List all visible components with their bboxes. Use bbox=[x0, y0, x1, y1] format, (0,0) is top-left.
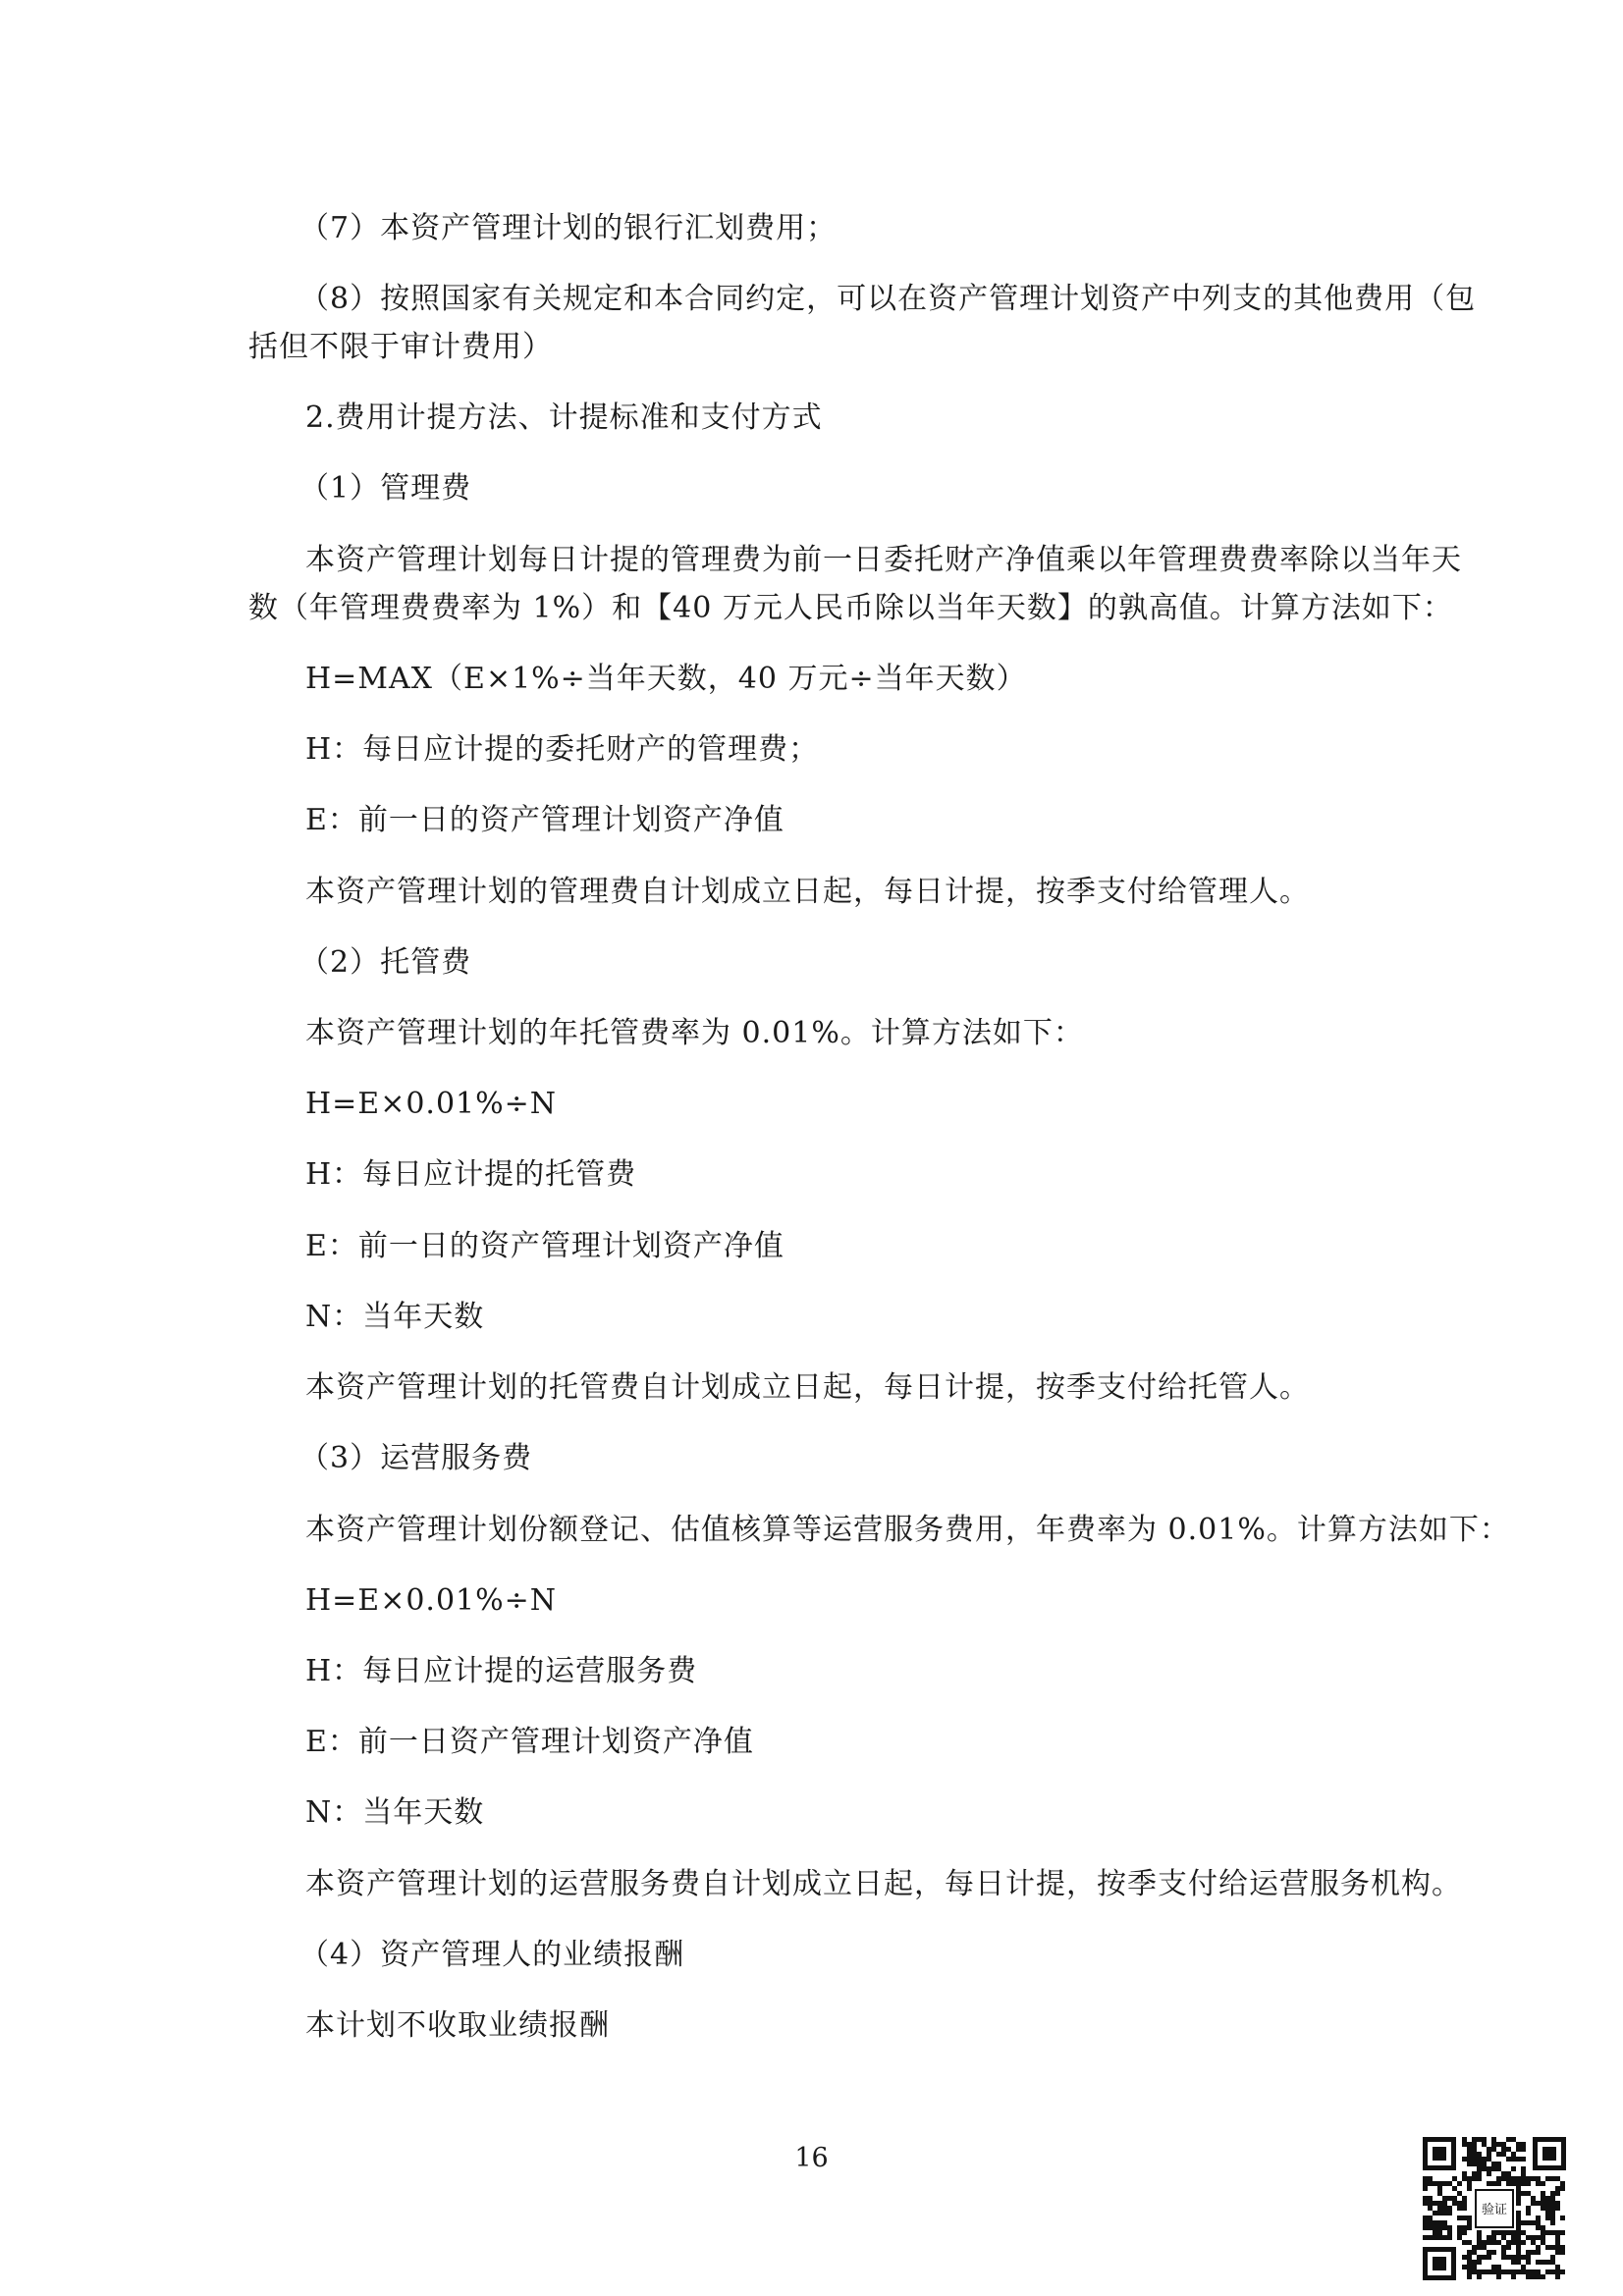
paragraph-line: 本资产管理计划每日计提的管理费为前一日委托财产净值乘以年管理费费率除以当年天 bbox=[305, 543, 1462, 577]
definition-h: H：每日应计提的委托财产的管理费； bbox=[305, 732, 820, 767]
definition-h: H：每日应计提的托管费 bbox=[305, 1157, 637, 1192]
item-8: （8）按照国家有关规定和本合同约定，可以在资产管理计划资产中列支的其他费用（包 bbox=[299, 282, 1477, 316]
paragraph-line: 本资产管理计划的托管费自计划成立日起，每日计提，按季支付给托管人。 bbox=[305, 1370, 1310, 1405]
formula-management-fee: H=MAX（E×1%÷当年天数，40 万元÷当年天数） bbox=[305, 662, 1027, 696]
subheading-performance-fee: （4）资产管理人的业绩报酬 bbox=[299, 1938, 685, 1972]
paragraph-line: 本资产管理计划的运营服务费自计划成立日起，每日计提，按季支付给运营服务机构。 bbox=[305, 1867, 1462, 1901]
formula-service-fee: H=E×0.01%÷N bbox=[305, 1583, 558, 1618]
definition-n: N：当年天数 bbox=[305, 1795, 485, 1830]
definition-e: E：前一日资产管理计划资产净值 bbox=[305, 1725, 754, 1759]
definition-e: E：前一日的资产管理计划资产净值 bbox=[305, 803, 784, 837]
qr-code-icon bbox=[1421, 2135, 1568, 2282]
definition-e: E：前一日的资产管理计划资产净值 bbox=[305, 1229, 784, 1263]
section-heading: 2.费用计提方法、计提标准和支付方式 bbox=[305, 400, 823, 435]
paragraph-line: 本资产管理计划的管理费自计划成立日起，每日计提，按季支付给管理人。 bbox=[305, 875, 1310, 909]
paragraph-line: 本资产管理计划份额登记、估值核算等运营服务费用，年费率为 0.01%。计算方法如下： bbox=[305, 1513, 1510, 1547]
item-7: （7）本资产管理计划的银行汇划费用； bbox=[299, 211, 838, 245]
formula-custody-fee: H=E×0.01%÷N bbox=[305, 1087, 558, 1121]
definition-n: N：当年天数 bbox=[305, 1300, 485, 1334]
definition-h: H：每日应计提的运营服务费 bbox=[305, 1654, 698, 1688]
page-number: 16 bbox=[794, 2143, 829, 2173]
paragraph-line: 本计划不收取业绩报酬 bbox=[305, 2008, 610, 2043]
paragraph-line: 数（年管理费费率为 1%）和【40 万元人民币除以当年天数】的孰高值。计算方法如下： bbox=[248, 591, 1453, 625]
subheading-management-fee: （1）管理费 bbox=[299, 471, 472, 506]
svg-text:验证: 验证 bbox=[1481, 2203, 1508, 2217]
subheading-custody-fee: （2）托管费 bbox=[299, 945, 472, 980]
paragraph-line: 本资产管理计划的年托管费率为 0.01%。计算方法如下： bbox=[305, 1016, 1084, 1050]
subheading-service-fee: （3）运营服务费 bbox=[299, 1441, 533, 1475]
item-8-continued: 括但不限于审计费用） bbox=[248, 330, 553, 364]
